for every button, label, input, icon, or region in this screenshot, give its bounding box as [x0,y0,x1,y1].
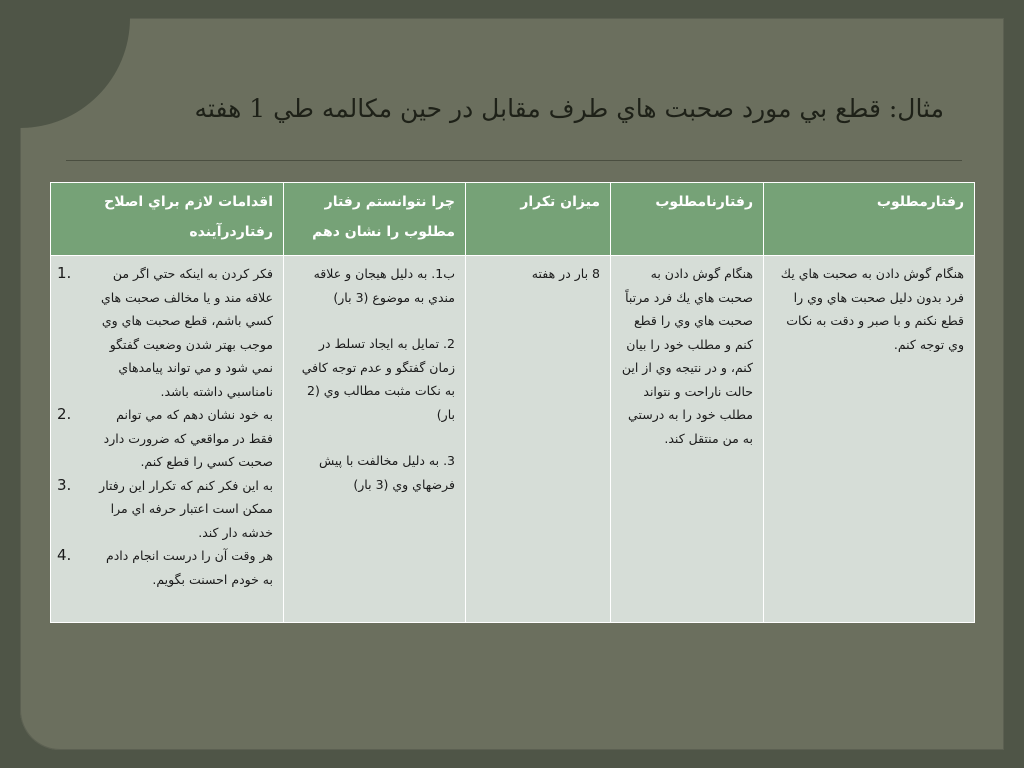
desired-behavior-text: هنگام گوش دادن به صحبت هاي يك فرد بدون دليل صحبت هاي وي را قطع نكنم و با صبر و دقت به نكات وي توجه كنم. [780,266,964,352]
list-item [57,262,273,403]
cell-undesired-behavior [611,256,764,623]
list-item [57,544,273,591]
table-row [51,256,975,623]
header-undesired-behavior: رفتارنامطلوب [611,183,764,256]
header-corrective-actions: اقدامات لازم براي اصلاح رفتاردرآينده [51,183,284,256]
action-number: 1. [57,264,72,282]
cell-corrective-actions [51,256,284,623]
slide-title: مثال: قطع بي مورد صحبت هاي طرف مقابل در حين مكالمه طي 1 هفته [194,94,944,123]
action-text: فكر كردن به اينكه حتي اگر من علاقه مند و يا مخالف صحبت هاي كسي باشم، قطع صحبت هاي وي موجب بهتر شدن وضعيت گفتگو نمي شود و مي تواند پيامدهاي نامناسبي داشته باشد. [100,266,273,399]
behavior-table [50,182,975,623]
list-item [57,474,273,545]
action-number: 4. [57,546,72,564]
actions-list [57,262,273,591]
list-item [57,403,273,474]
cell-desired-behavior [764,256,975,623]
reason-item: 3. به دليل مخالفت با پيش فرضهاي وي (3 بار) [318,453,455,492]
header-desired-behavior: رفتارمطلوب [764,183,975,256]
table-header-row [51,183,975,256]
action-number: 2. [57,405,72,423]
reason-spacer [290,426,455,449]
header-reasons: چرا نتوانستم رفتار مطلوب را نشان دهم [284,183,466,256]
action-text: به خود نشان دهم كه مي توانم فقط در مواقعي كه ضرورت دارد صحبت كسي را قطع كنم. [103,407,273,469]
frequency-text: 8 بار در هفته [531,266,600,281]
cell-reasons [284,256,466,623]
action-number: 3. [57,475,72,494]
reason-item: ب1. به دليل هيجان و علاقه مندي به موضوع (3 بار) [313,266,455,305]
title-divider [66,160,962,161]
header-frequency: ميزان تكرار [466,183,611,256]
undesired-behavior-text: هنگام گوش دادن به صحبت هاي يك فرد مرتباً صحبت هاي وي را قطع كنم و مطلب خود را بيان كنم، و در نتيجه وي از اين حالت ناراحت و نتواند مطلب خود را به درستي به من منتقل كند. [621,266,753,446]
action-text: به اين فكر كنم كه تكرار اين رفتار ممكن است اعتبار حرفه اي مرا خدشه دار كند. [99,477,273,540]
cell-frequency [466,256,611,623]
reason-spacer [290,309,455,332]
reason-item: 2. تمايل به ايجاد تسلط در زمان گفتگو و عدم توجه كافي به نكات مثبت مطالب وي (2 بار) [301,336,455,422]
action-text: هر وقت آن را درست انجام دادم به خودم احسنت بگويم. [105,548,273,587]
